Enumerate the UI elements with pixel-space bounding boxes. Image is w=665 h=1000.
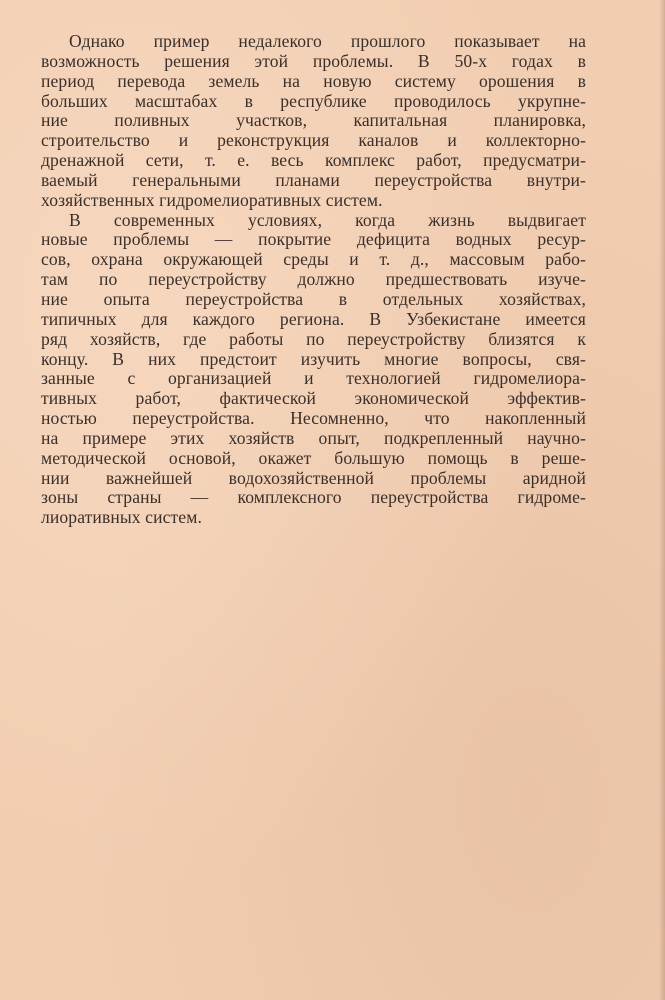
text-line: ние опыта переустройства в отдельных хозяйствах,	[41, 288, 586, 309]
text-line: лиоративных систем.	[41, 507, 202, 528]
text-line: новые проблемы — покрытие дефицита водных ресур-	[41, 229, 586, 250]
paragraph-1	[41, 32, 586, 211]
text-line: сов, охрана окружающей среды и т. д., массовым рабо-	[41, 249, 586, 270]
paragraph-2	[41, 211, 586, 529]
text-line: ряд хозяйств, где работы по переустройству близятся к	[41, 328, 586, 349]
text-line: тивных работ, фактической экономической эффектив-	[41, 388, 586, 409]
text-line: нии важнейшей водохозяйственной проблемы аридной	[41, 467, 586, 488]
text-line: период перевода земель на новую систему орошения в	[41, 70, 586, 91]
text-line: на примере этих хозяйств опыт, подкрепленный научно-	[41, 427, 586, 448]
text-line: методической основой, окажет большую помощь в реше-	[41, 447, 586, 468]
text-line: занные с организацией и технологией гидромелиора-	[41, 368, 586, 389]
text-line: зоны страны — комплексного переустройства гидроме-	[41, 487, 586, 508]
page-edge-shadow	[659, 0, 665, 1000]
text-line: концу. В них предстоит изучить многие вопросы, свя-	[41, 348, 586, 369]
text-line: строительство и реконструкция каналов и коллекторно-	[41, 130, 586, 151]
text-line: ваемый генеральными планами переустройства внутри-	[41, 169, 586, 190]
text-line: возможность решения этой проблемы. В 50-х годах в	[41, 50, 586, 71]
text-line: больших масштабах в республике проводилось укрупне-	[41, 90, 586, 111]
text-line: типичных для каждого региона. В Узбекистане имеется	[41, 308, 586, 329]
text-line: Однако пример недалекого прошлого показывает на	[69, 31, 586, 51]
text-line: дренажной сети, т. е. весь комплекс работ, предусматри-	[41, 150, 586, 171]
text-line: ние поливных участков, капитальная планировка,	[41, 110, 586, 131]
text-line: там по переустройству должно предшествовать изуче-	[41, 269, 586, 290]
text-line: В современных условиях, когда жизнь выдвигает	[69, 209, 586, 230]
text-line: хозяйственных гидромелиоративных систем.	[41, 189, 383, 210]
body-text	[41, 32, 586, 528]
text-line: ностью переустройства. Несомненно, что накопленный	[41, 408, 586, 429]
